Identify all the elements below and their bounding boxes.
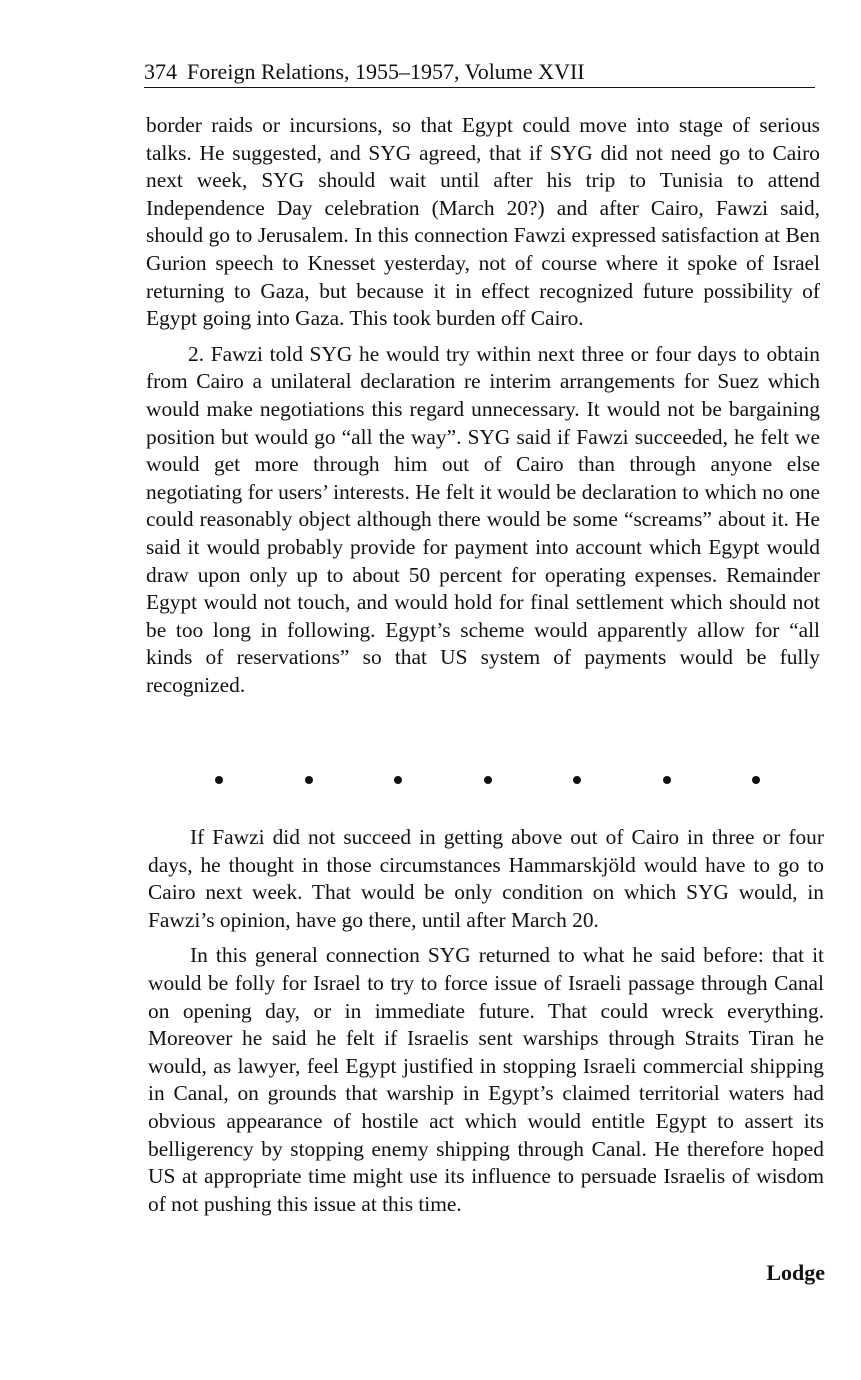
omission-dot <box>663 776 671 784</box>
omission-dots <box>215 776 760 784</box>
document-body <box>146 112 820 707</box>
omission-dot <box>752 776 760 784</box>
paragraph-general-connection: In this general connection SYG returned to what he said before: that it would be folly for Israel to try to force issue of Israeli passage through Canal on opening day, or in immediate future. That could wreck everything. Moreover he said he felt if Israelis sent warships through Straits Tiran he would, as lawyer, feel Egypt justified in stopping Israeli commercial shipping in Canal, on grounds that warship in Egypt’s claimed territorial waters had obvious appearance of hostile act which would entitle Egypt to assert its belligerency by stopping enemy shipping through Canal. He therefore hoped US at appropriate time might use its influence to persuade Israelis of wisdom of not pushing this issue at this time. <box>148 943 824 1216</box>
document-body-continued <box>148 824 824 1226</box>
paragraph-continued: border raids or incursions, so that Egypt could move into stage of serious talks. He suggested, and SYG agreed, that if SYG did not need go to Cairo next week, SYG should wait until after his trip to Tunisia to attend Independence Day celebration (March 20?) and after Cairo, Fawzi said, should go to Jerusalem. In this connection Fawzi expressed satisfaction at Ben Gurion speech to Knesset yesterday, not of course where it spoke of Israel returning to Gaza, but because it in effect recognized future possibility of Egypt going into Gaza. This took burden off Cairo. <box>146 113 820 331</box>
omission-dot <box>305 776 313 784</box>
paragraph-fawzi-cairo: If Fawzi did not succeed in getting above out of Cairo in three or four days, he thought in those circumstances Hammarskjöld would have to go to Cairo next week. That would be only condition on which SYG would, in Fawzi’s opinion, have go there, until after March 20. <box>148 825 824 932</box>
omission-dot <box>394 776 402 784</box>
paragraph-2: 2. Fawzi told SYG he would try within next three or four days to obtain from Cairo a unilateral declaration re interim arrangements for Suez which would make negotiations this regard unnecessary. It would not be bargaining position but would go “all the way”. SYG said if Fawzi succeeded, he felt we would get more through him out of Cairo than through anyone else negotiating for users’ interests. He felt it would be declaration to which no one could reasonably object although there would be some “screams” about it. He said it would probably provide for payment into account which Egypt would draw upon only up to about 50 percent for operating expenses. Remainder Egypt would not touch, and would hold for final settlement which should not be too long in following. Egypt’s scheme would apparently allow for “all kinds of reservations” so that US system of payments would be fully recognized. <box>146 341 820 697</box>
omission-dot <box>215 776 223 784</box>
omission-dot <box>573 776 581 784</box>
signature: Lodge <box>766 1260 825 1285</box>
running-header <box>144 58 815 88</box>
volume-title: Foreign Relations, 1955–1957, Volume XVII <box>187 59 585 84</box>
omission-dot <box>484 776 492 784</box>
page-number: 374 <box>144 59 177 84</box>
